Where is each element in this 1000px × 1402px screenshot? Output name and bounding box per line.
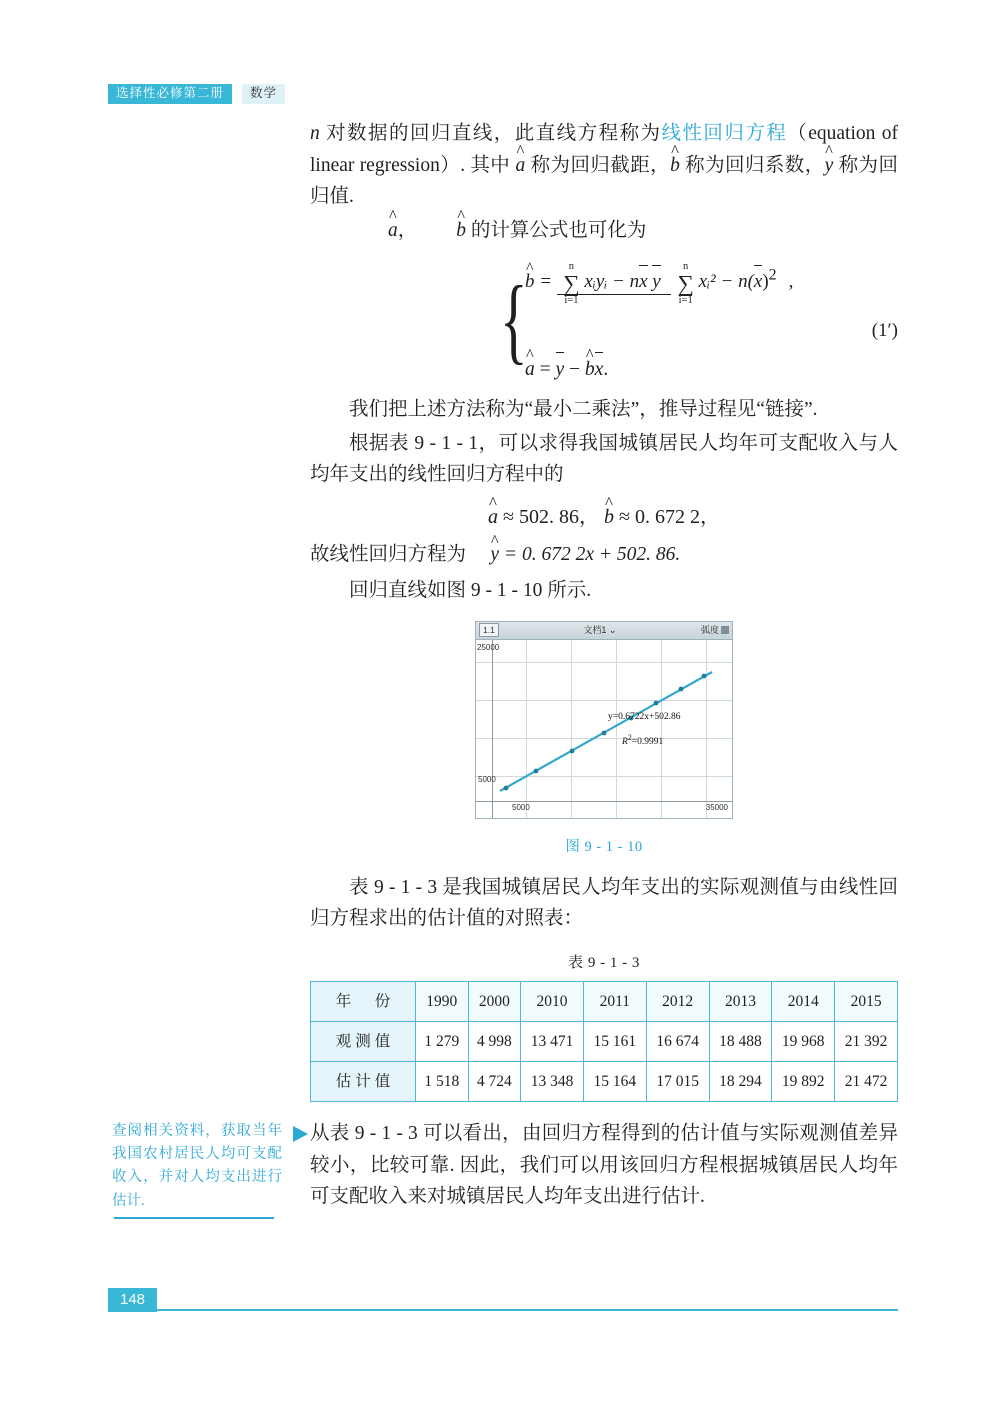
- table-cell: 2014: [772, 982, 835, 1022]
- table-cell: 2015: [835, 982, 898, 1022]
- table-cell: 17 015: [646, 1062, 709, 1102]
- book-volume-tag: 选择性必修第二册: [108, 84, 232, 104]
- final-equation-rhs: = 0. 672 2x + 502. 86.: [503, 544, 681, 566]
- table-cell: 18 488: [709, 1022, 772, 1062]
- table-caption: 表 9 - 1 - 3: [568, 954, 640, 971]
- symbol-b-hat-2: b ^: [417, 215, 466, 247]
- x-axis-left-label: 5000: [512, 802, 530, 812]
- table-cell: 1990: [416, 982, 469, 1022]
- regression-line-svg: [476, 640, 732, 818]
- formula-b-hat-symbol: b ^: [525, 267, 535, 298]
- table-row: [311, 1022, 898, 1062]
- footer-rule: [108, 1309, 898, 1311]
- sigma-icon-2: ∑: [677, 270, 694, 296]
- table-cell: 19 968: [772, 1022, 835, 1062]
- arrow-right-icon: [293, 1126, 308, 1142]
- x-bar-2: x: [754, 267, 762, 298]
- paragraph-least-squares: 我们把上述方法称为“最小二乘法”，推导过程见“链接”.: [349, 399, 818, 421]
- symbol-a-hat-2: a ^: [349, 215, 398, 247]
- subject-tag: 数学: [242, 84, 285, 104]
- row-header-year: 年 份: [311, 982, 416, 1022]
- summation-denominator: [677, 261, 693, 306]
- table-cell: 2013: [709, 982, 772, 1022]
- r-squared-label: $R^2=0.9991$: [622, 732, 664, 747]
- table-cell: 2010: [521, 982, 584, 1022]
- y-bar: y: [652, 267, 660, 298]
- row-header-observed: 观测值: [311, 1022, 416, 1062]
- display-formula-1prime: [310, 258, 898, 388]
- formula-b-hat: [525, 260, 793, 305]
- margin-note-underline: [114, 1217, 274, 1219]
- fraction: [557, 260, 782, 305]
- table-cell: 21 392: [835, 1022, 898, 1062]
- paragraph-table-reference: 根据表 9 - 1 - 1，可以求得我国城镇居民人均年可支配收入与人均年支出的线性回归方程中的: [310, 432, 898, 486]
- calculator-toolbar: [476, 622, 732, 640]
- symbol-a-hat: a ^: [516, 150, 526, 182]
- paragraph-definition-text2: （equation of linear regression）. 其中: [310, 123, 898, 176]
- chevron-down-icon[interactable]: ⌄: [608, 624, 617, 635]
- fraction-numerator: [557, 261, 671, 306]
- main-content: [310, 118, 898, 1102]
- denominator-terms: xᵢ² − n(: [698, 271, 754, 293]
- closing-paragraph: 从表 9 - 1 - 3 可以看出，由回归方程得到的估计值与实际观测值差异较小，比较可靠. 因此，我们可以用该回归方程根据城镇居民人均年可支配收入来对城镇居民人均年支出进行估计.: [310, 1123, 898, 1208]
- table-row: [311, 982, 898, 1022]
- final-regression-equation: [310, 539, 898, 571]
- comparison-table: [310, 981, 898, 1102]
- table-cell: 16 674: [646, 1022, 709, 1062]
- final-equation-label: 故线性回归方程为: [310, 544, 467, 566]
- angle-mode[interactable]: 弧度: [701, 623, 729, 638]
- a-hat-value: ≈ 502. 86，: [503, 506, 599, 529]
- table-cell: 2000: [468, 982, 521, 1022]
- symbol-b-hat: b ^: [670, 150, 680, 182]
- table-cell: 4 998: [468, 1022, 521, 1062]
- calculator-screenshot: [475, 621, 733, 819]
- symbol-y-hat: y ^: [825, 150, 834, 182]
- y-axis-mid-label: 5000: [478, 774, 496, 784]
- table-row: [311, 1062, 898, 1102]
- figure-9-1-10: [310, 621, 898, 860]
- scatter-plot: [476, 640, 732, 818]
- x-bar: x: [639, 267, 647, 298]
- y-hat-final: y ^: [490, 539, 499, 571]
- regression-equation-label: y=0.6722x+502.86: [608, 711, 681, 722]
- denominator-close: )$^2$: [762, 266, 777, 293]
- paragraph-formula-intro: a ^， b ^ 的计算公式也可化为: [310, 215, 898, 247]
- estimated-coefficients: [310, 501, 898, 533]
- battery-icon: [721, 626, 729, 634]
- document-name[interactable]: 文档1 ⌄: [583, 624, 617, 635]
- summation-numerator: [563, 261, 579, 306]
- margin-note-text: 查阅相关资料，获取当年我国农村居民人均可支配收入，并对人均支出进行估计.: [112, 1123, 282, 1209]
- term-linear-regression-equation: 线性回归方程: [661, 123, 788, 144]
- sum-upper-limit-2: n: [683, 261, 689, 273]
- formula-a-hat-symbol: a ^: [525, 354, 535, 386]
- table-cell: 4 724: [468, 1062, 521, 1102]
- paragraph-definition: [310, 118, 898, 213]
- table-cell: 18 294: [709, 1062, 772, 1102]
- paragraph-definition-text3: 称为回归截距，: [525, 154, 671, 176]
- figure-caption: 图 9 - 1 - 10: [565, 839, 643, 856]
- comma: ,: [788, 271, 794, 293]
- numerator-terms: xᵢyᵢ − n: [584, 271, 640, 293]
- table-cell: 19 892: [772, 1062, 835, 1102]
- table-cell: 2012: [646, 982, 709, 1022]
- paragraph-definition-text1: 对数据的回归直线，此直线方程称为: [319, 123, 662, 144]
- table-cell: 1 279: [416, 1022, 469, 1062]
- y-axis-top-label: 25000: [477, 642, 500, 652]
- symbol-n: n: [310, 123, 320, 144]
- sum-lower-limit-2: i=1: [678, 294, 693, 306]
- paragraph-formula-intro-text: 的计算公式也可化为: [470, 219, 647, 241]
- x-axis-right-label: 35000: [705, 802, 728, 812]
- b-hat-value: ≈ 0. 672 2，: [619, 506, 720, 529]
- sum-lower-limit: i=1: [564, 294, 579, 306]
- formula-a-hat-rhs: = y − b ^x.: [540, 359, 609, 380]
- table-cell: 15 161: [583, 1022, 646, 1062]
- table-cell: 15 164: [583, 1062, 646, 1102]
- equation-number: (1′): [871, 320, 898, 342]
- page-number: 148: [108, 1288, 157, 1312]
- b-hat-value-symbol: b ^: [604, 501, 614, 533]
- table-cell: 21 472: [835, 1062, 898, 1102]
- paragraph-definition-text5: 称为回归值.: [310, 154, 898, 208]
- left-brace: {: [500, 266, 528, 374]
- page-indicator[interactable]: 1.1: [479, 623, 499, 637]
- equals-sign: =: [540, 271, 552, 293]
- row-header-estimated: 估计值: [311, 1062, 416, 1102]
- sigma-icon: ∑: [563, 270, 580, 296]
- page-header: [108, 84, 285, 104]
- table-cell: 2011: [583, 982, 646, 1022]
- table-cell: 13 348: [521, 1062, 584, 1102]
- a-hat-value-symbol: a ^: [488, 501, 498, 533]
- formula-a-hat: [525, 354, 608, 386]
- margin-note: [112, 1120, 282, 1213]
- fraction-denominator: [671, 261, 782, 306]
- table-cell: 13 471: [521, 1022, 584, 1062]
- paragraph-figure-reference: 回归直线如图 9 - 1 - 10 所示.: [349, 580, 592, 602]
- sum-upper-limit: n: [568, 261, 575, 273]
- paragraph-table-intro: 表 9 - 1 - 3 是我国城镇居民人均年支出的实际观测值与由线性回归方程求出的估计值的对照表：: [310, 876, 898, 930]
- table-cell: 1 518: [416, 1062, 469, 1102]
- paragraph-definition-text4: 称为回归系数，: [679, 154, 825, 176]
